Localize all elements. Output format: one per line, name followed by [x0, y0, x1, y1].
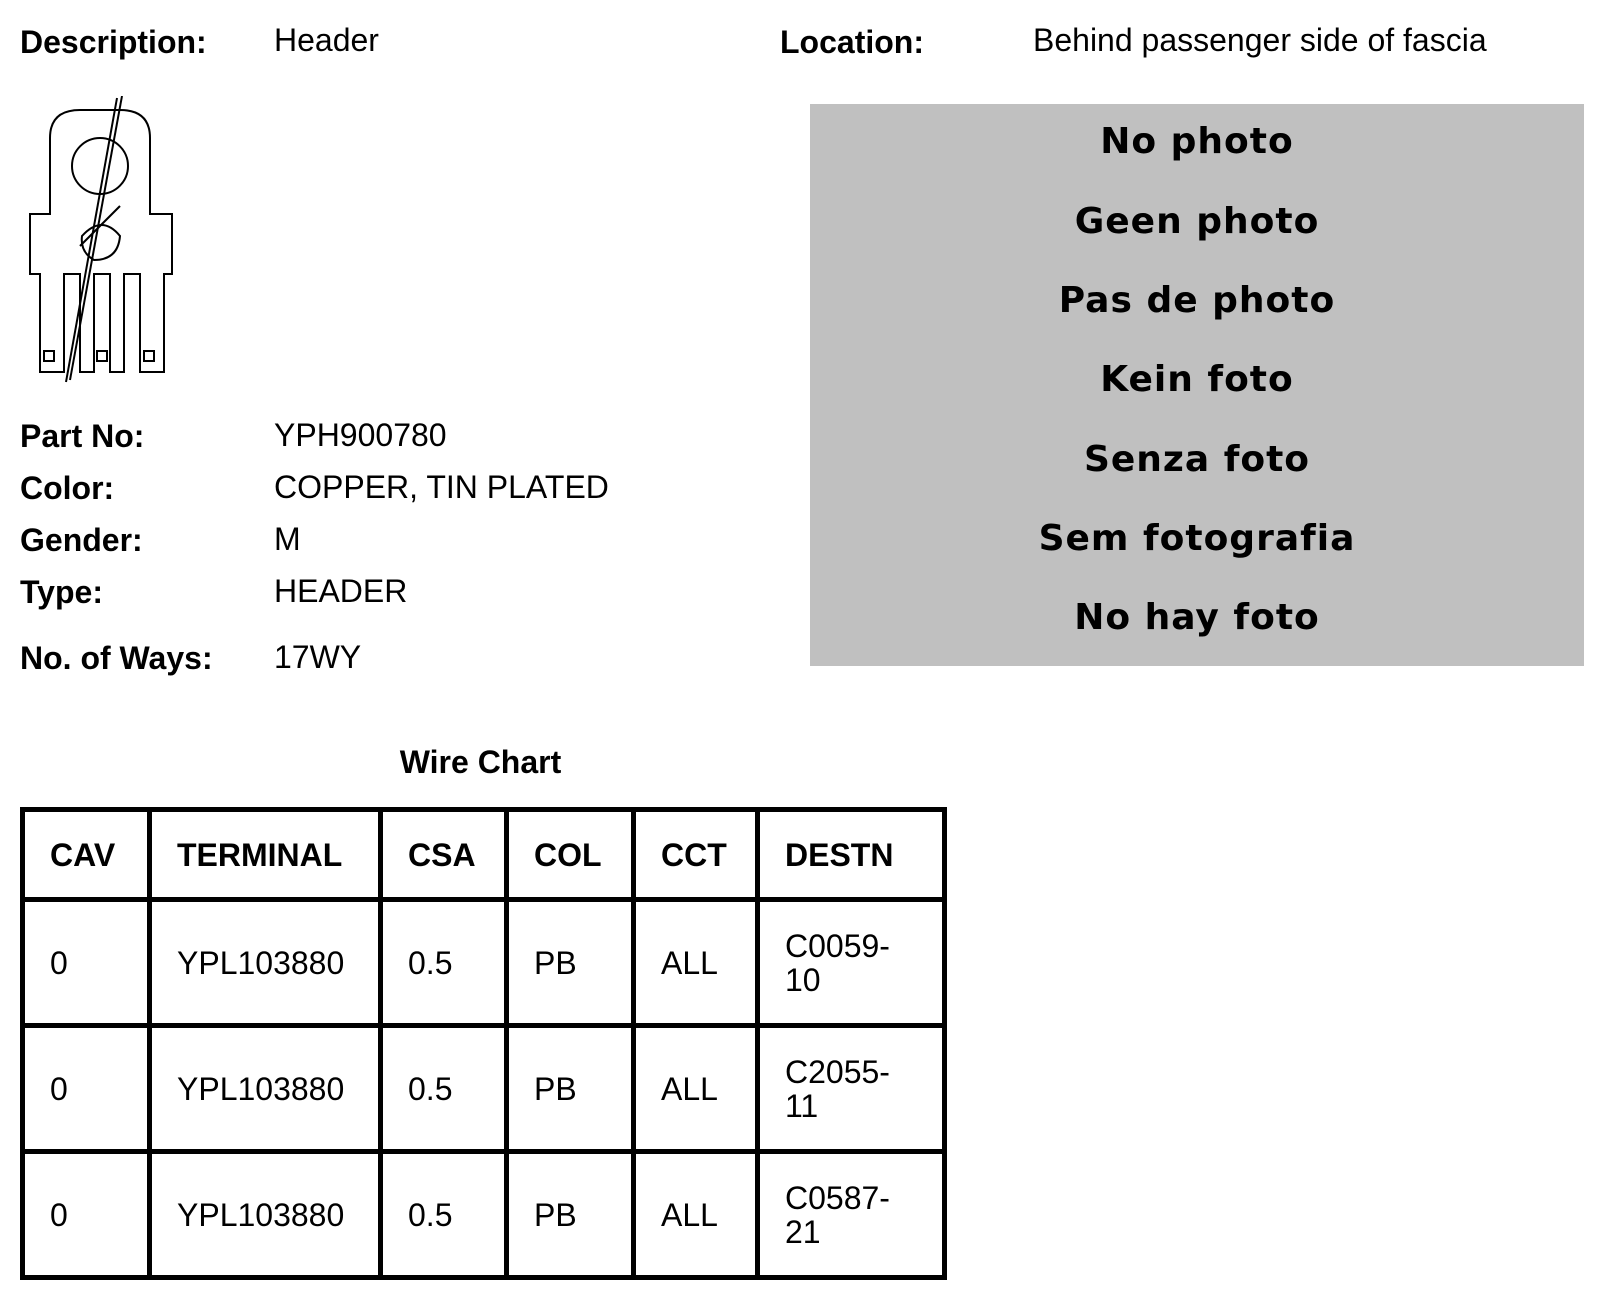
cav-cell: 0 [23, 900, 150, 1026]
col-header-terminal: TERMINAL [150, 810, 381, 900]
no-of-ways-label: No. of Ways: [20, 640, 213, 676]
col-cell: PB [507, 900, 634, 1026]
col-header-col: COL [507, 810, 634, 900]
no-photo-text-it: Senza foto [1083, 439, 1311, 480]
col-cell: PB [507, 1152, 634, 1278]
destn-cell [758, 1026, 945, 1152]
part-no-label: Part No: [20, 418, 145, 454]
color-value: COPPER, TIN PLATED [274, 469, 609, 505]
table-row [23, 900, 945, 1026]
connector-header-terminal-icon [22, 96, 182, 386]
type-label: Type: [20, 574, 103, 610]
col-header-cct: CCT [634, 810, 758, 900]
terminal-cell: YPL103880 [150, 1026, 381, 1152]
csa-cell: 0.5 [381, 1152, 507, 1278]
no-photo-text-pt: Sem fotografia [1038, 518, 1356, 559]
wire-chart-title: Wire Chart [399, 744, 562, 780]
type-value: HEADER [274, 573, 408, 609]
destn-line-2: 10 [785, 961, 821, 998]
no-photo-text-nl: Geen photo [1074, 201, 1320, 242]
cav-cell: 0 [23, 1026, 150, 1152]
table-header-row [23, 810, 945, 900]
no-photo-placeholder [810, 104, 1584, 666]
cct-cell: ALL [634, 900, 758, 1026]
col-cell: PB [507, 1026, 634, 1152]
terminal-cell: YPL103880 [150, 900, 381, 1026]
cct-cell: ALL [634, 1152, 758, 1278]
csa-cell: 0.5 [381, 1026, 507, 1152]
destn-line-2: 11 [785, 1087, 819, 1124]
no-photo-text-es: No hay foto [1074, 597, 1320, 638]
destn-line-1: C0059- [785, 927, 890, 964]
table-row [23, 1152, 945, 1278]
description-label: Description: [20, 24, 207, 60]
gender-label: Gender: [20, 522, 143, 558]
col-header-csa: CSA [381, 810, 507, 900]
cct-cell: ALL [634, 1026, 758, 1152]
color-label: Color: [20, 470, 115, 506]
terminal-cell: YPL103880 [150, 1152, 381, 1278]
destn-line-1: C2055- [785, 1053, 890, 1090]
no-of-ways-value: 17WY [274, 639, 362, 675]
wire-chart-table [20, 807, 947, 1280]
destn-line-1: C0587- [785, 1179, 890, 1216]
cav-cell: 0 [23, 1152, 150, 1278]
no-photo-text-fr: Pas de photo [1058, 280, 1336, 321]
part-no-value: YPH900780 [274, 417, 447, 453]
destn-line-2: 21 [785, 1213, 821, 1250]
location-value: Behind passenger side of fascia [1033, 22, 1487, 58]
col-header-destn: DESTN [758, 810, 945, 900]
gender-value: M [274, 521, 301, 557]
destn-cell [758, 900, 945, 1026]
location-label: Location: [780, 24, 924, 60]
table-row [23, 1026, 945, 1152]
destn-cell [758, 1152, 945, 1278]
csa-cell: 0.5 [381, 900, 507, 1026]
col-header-cav: CAV [23, 810, 150, 900]
no-photo-text-en: No photo [1100, 121, 1294, 162]
description-value: Header [274, 22, 379, 58]
no-photo-text-de: Kein foto [1100, 359, 1294, 400]
